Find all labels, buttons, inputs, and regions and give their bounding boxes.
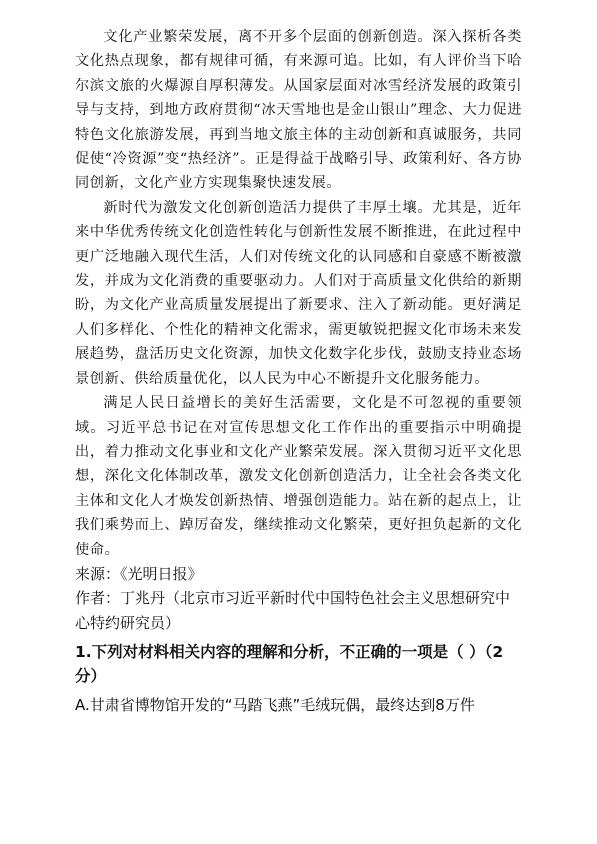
document-page (75, 25, 522, 717)
article-source: 来源：《光明日报》 (75, 564, 203, 583)
question-option-a: A.甘肃省博物馆开发的“马踏飞燕”毛绒玩偶，最终达到8万件 (75, 696, 475, 715)
article-author: 作者：丁兆丹（北京市习近平新时代中国特色社会主义思想研究中心特约研究员） (75, 589, 511, 632)
article-paragraph-2: 新时代为激发文化创新创造活力提供了丰厚土壤。尤其是，近年来中华优秀传统文化创造性转化与创新性发展不断推进，在此过程中更广泛地融入现代生活，人们对传统文化的认同感和自豪感不断被激发，并成为文化消费的重要驱动力。人们对于高质量文化供给的新期盼，为文化产业高质量发展提出了新要求、注入了新动能。更好满足人们多样化、个性化的精神文化需求，需更敏锐把握文化市场未来发展趋势，盘活历史文化资源，加快文化数字化步伐，鼓励支持业态场景创新、供给质量优化，以人民为中心不断提升文化服务能力。 (75, 199, 522, 387)
question-stem: 1.下列对材料相关内容的理解和分析，不正确的一项是（ ）（2分） (75, 643, 504, 686)
article-paragraph-1: 文化产业繁荣发展，离不开多个层面的创新创造。深入探析各类文化热点现象，都有规律可循，有来源可追。比如，有人评价当下哈尔滨文旅的火爆源自厚积薄发。从国家层面对冰雪经济发展的政策引导与支持，到地方政府贯彻“冰天雪地也是金山银山”理念、大力促进特色文化旅游发展，再到当地文旅主体的主动创新和真诚服务，共同促使“冷资源”变“热经济”。正是得益于战略引导、政策利好、各方协同创新，文化产业方实现集聚快速发展。 (75, 29, 522, 192)
article-paragraph-3: 满足人民日益增长的美好生活需要，文化是不可忽视的重要领域。习近平总书记在对宣传思想文化工作作出的重要指示中明确提出，着力推动文化事业和文化产业繁荣发展。深入贯彻习近平文化思想，深化文化体制改革，激发文化创新创造活力，让全社会各类文化主体和文化人才焕发创新热情、增强创造能力。站在新的起点上，让我们乘势而上、踔厉奋发，继续推动文化繁荣，更好担负起新的文化使命。 (75, 395, 522, 558)
